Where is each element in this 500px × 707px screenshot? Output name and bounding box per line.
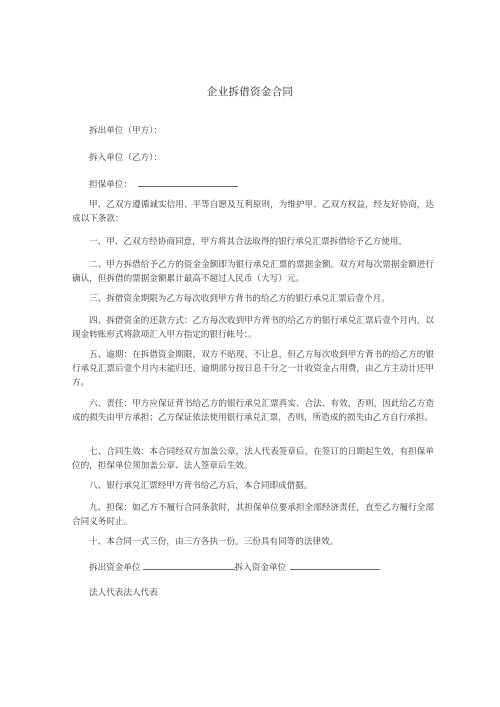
clause-6: 六、责任：甲方应保证背书给乙方的银行承兑汇票真实、合法、有效，否则，因此给乙方造成的损失由甲方承担；乙方保证依法使用银行承兑汇票，否则，所造成的损失由乙方自行承担。 (72, 399, 434, 423)
signature-line (89, 561, 380, 573)
clause-7: 七、合同生效：本合同经双方加盖公章，法人代表签章后，在签订的日期起生效，有担保单位的，担保单位须加盖公章、法人签章后生效。 (72, 447, 434, 471)
clause-1: 一、甲、乙双方经协商同意，甲方将其合法取得的银行承兑汇票拆借给予乙方使用。 (89, 237, 407, 247)
clause-8: 八、银行承兑汇票经甲方背书给乙方后，本合同即成借据。 (89, 481, 313, 491)
clause-5: 五、逾期：在拆借资金期限，双方不贴现、不让息，但乙方每次收到甲方背书的给乙方的银行承兑汇票后壹个月内未能归还，逾期部分按日息千分之一计收资金占用费，由乙方主动计还甲方。 (72, 350, 434, 388)
contract-title: 企业拆借资金合同 (206, 86, 294, 98)
signature-lender-label: 拆出资金单位 (89, 563, 141, 573)
clause-2: 二、甲方拆借给予乙方的资金金额即为银行承兑汇票的票据金额。双方对每次票据金额进行确认，但拆借的票据金额累计最高不超过人民币（大写）元。 (72, 260, 434, 284)
clause-3: 三、拆借资金期限为乙方每次收到甲方背书的给乙方的银行承兑汇票后壹个月。 (89, 294, 390, 304)
clause-10: 十、本合同一式三份，由三方各执一份。三份具有同等的法律效。 (89, 537, 339, 547)
guarantor-line (89, 178, 238, 190)
signature-borrower-blank (290, 561, 380, 570)
signature-rep-label: 法人代表法人代表 (89, 588, 158, 598)
guarantor-blank (138, 178, 238, 187)
preamble-paragraph: 甲、乙双方遵循诚实信用、平等自愿及互利原则，为维护甲、乙双方权益，经友好协商，达成以下条款： (72, 200, 434, 224)
clause-4: 四、拆借资金的还款方式：乙方每次收到甲方背书的给乙方的银行承兑汇票后壹个月内，以现金转账形式将款项汇入甲方指定的银行帐号：。 (72, 316, 434, 340)
signature-lender-blank (143, 561, 235, 570)
clause-9: 九、担保：如乙方不履行合同条款时，其担保单位要承担全部经济责任，直至乙方履行全部合同义务时止。 (72, 503, 434, 527)
signature-borrower-label: 拆入资金单位 (234, 563, 287, 573)
lender-label: 拆出单位（甲方）： (89, 126, 163, 136)
guarantor-label: 担保单位： (89, 180, 132, 190)
borrower-label: 拆入单位（乙方）： (89, 153, 163, 163)
